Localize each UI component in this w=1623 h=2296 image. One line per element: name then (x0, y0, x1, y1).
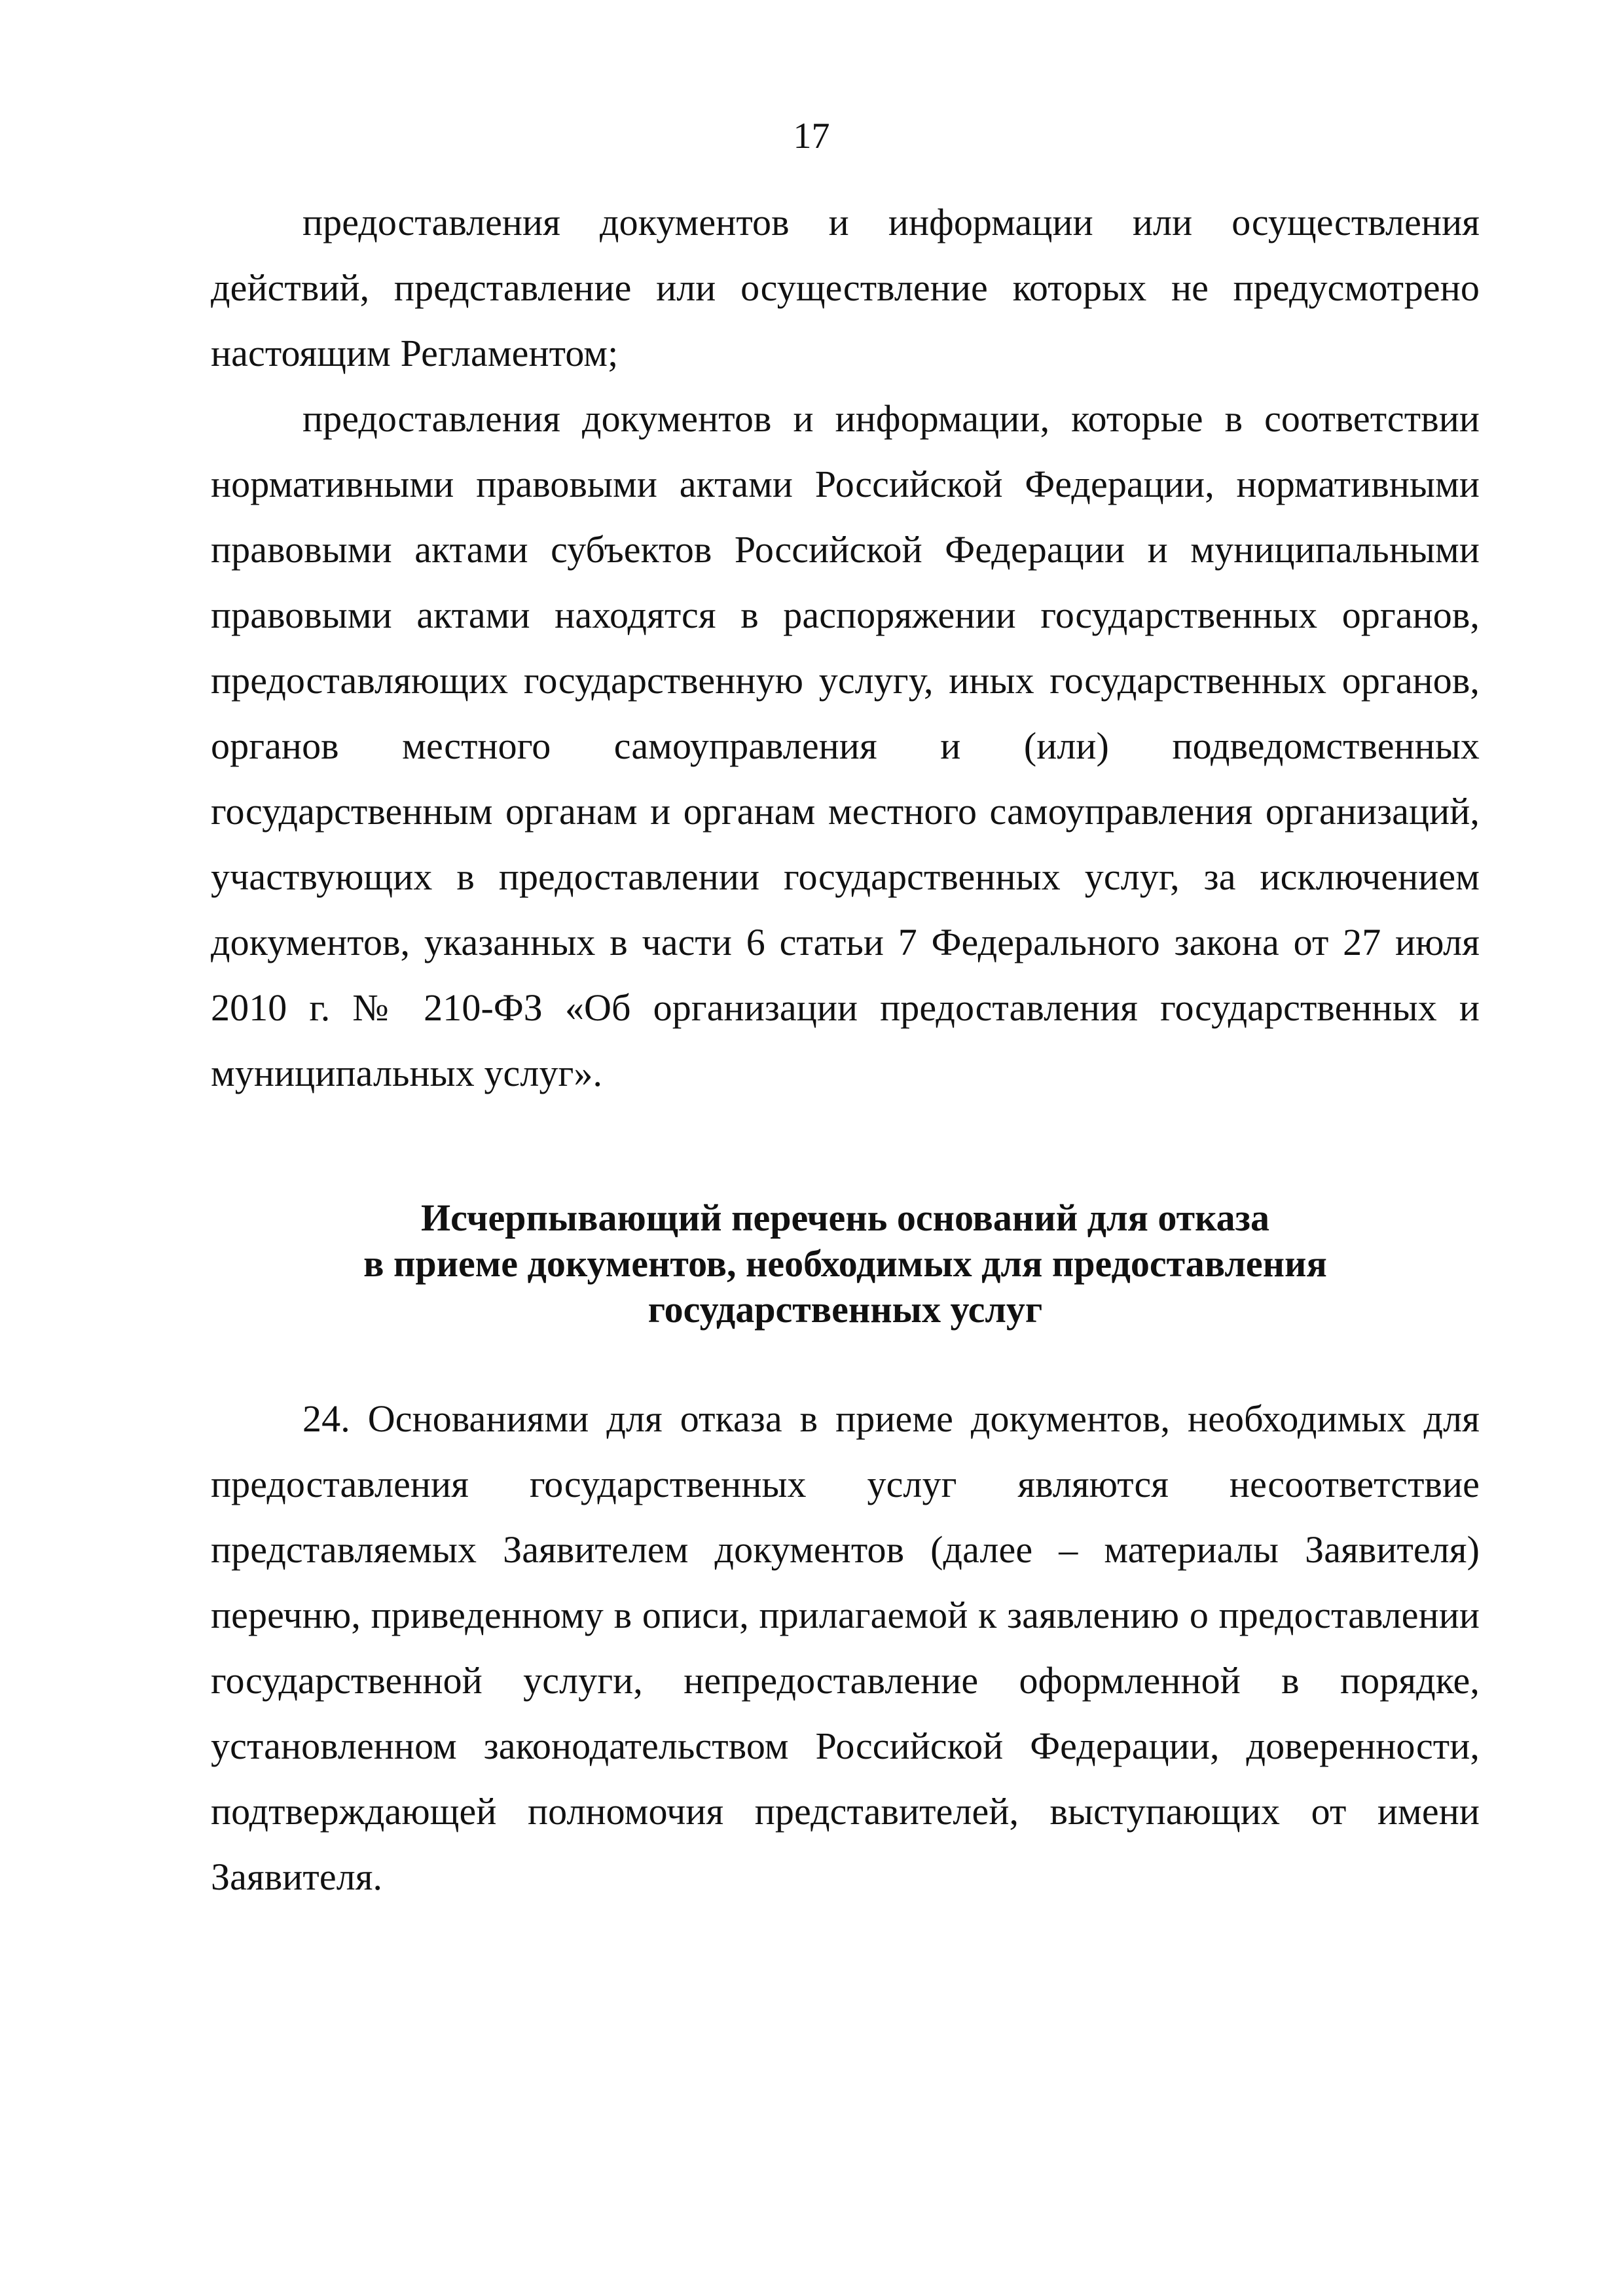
page-number: 17 (793, 116, 830, 156)
text-block-before-heading (211, 190, 1480, 1106)
paragraph-24: 24. Основаниями для отказа в приеме документов, необходимых для предоставления государственных услуг являются несоответствие представляемых Заявителем документов (далее – материалы Заявителя) перечню, приведенному в описи, прилагаемой к заявлению о предоставлении государственной услуги, непредоставление оформленной в порядке, установленном законодательством Российской Федерации, доверенности, подтверждающей полномочия представителей, выступающих от имени Заявителя. (211, 1397, 1480, 1898)
paragraph: предоставления документов и информации или осуществления действий, представление или осуществление которых не предусмотрено настоящим Регламентом; (211, 201, 1480, 374)
heading-line: государственных услуг (647, 1288, 1043, 1331)
paragraph: предоставления документов и информации, которые в соответствии нормативными правовыми актами Российской Федерации, нормативными правовыми актами субъектов Российской Федерации и муниципальными правовыми актами находятся в распоряжении государственных органов, предоставляющих государственную услугу, иных государственных органов, органов местного самоуправления и (или) подведомственных государственным органам и органам местного самоуправления организаций, участвующих в предоставлении государственных услуг, за исключением документов, указанных в части 6 статьи 7 Федерального закона от 27 июля 2010 г. № 210-ФЗ «Об организации предоставления государственных и муниципальных услуг». (211, 397, 1480, 1094)
section-heading (211, 1195, 1480, 1333)
text-block-after-heading (211, 1386, 1480, 1910)
heading-line: Исчерпывающий перечень оснований для отказа (421, 1196, 1269, 1239)
heading-line: в приеме документов, необходимых для предоставления (363, 1242, 1327, 1285)
